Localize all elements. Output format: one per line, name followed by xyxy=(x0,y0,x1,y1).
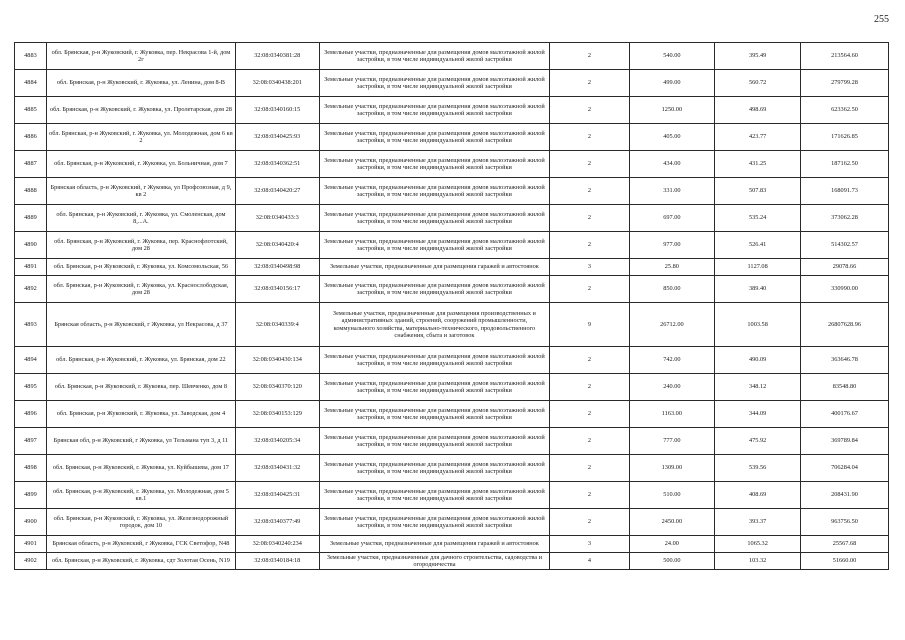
table-row xyxy=(15,536,889,553)
address-cell: обл. Брянская, р-н Жуковский, г. Жуковка, пер. Краснофлотский, дом 28 xyxy=(46,232,235,259)
specific-value-cell: 431.25 xyxy=(715,151,801,178)
specific-value-cell: 498.69 xyxy=(715,97,801,124)
use-group-cell: 2 xyxy=(550,455,629,482)
use-group-cell: 2 xyxy=(550,347,629,374)
cadastral-value-cell: 83548.80 xyxy=(801,374,889,401)
area-cell: 742.00 xyxy=(629,347,715,374)
land-use-cell: Земельные участки, предназначенные для размещения домов малоэтажной жилой застройки, в том числе индивидуальной жилой застройки xyxy=(319,482,550,509)
cadastral-value-cell: 963756.50 xyxy=(801,509,889,536)
address-cell: обл. Брянская, р-н Жуковский, г. Жуковка, ул. Заводская, дом 4 xyxy=(46,401,235,428)
cadastral-number-cell: 32:08:0340377:49 xyxy=(235,509,319,536)
cadastral-number-cell: 32:08:0340184:18 xyxy=(235,553,319,570)
cadastral-number-cell: 32:08:0340420:4 xyxy=(235,232,319,259)
row-number-cell: 4897 xyxy=(15,428,47,455)
land-use-cell: Земельные участки, предназначенные для размещения домов малоэтажной жилой застройки, в том числе индивидуальной жилой застройки xyxy=(319,124,550,151)
use-group-cell: 2 xyxy=(550,124,629,151)
land-use-cell: Земельные участки, предназначенные для размещения гаражей и автостоянок xyxy=(319,536,550,553)
table-row xyxy=(15,553,889,570)
area-cell: 510.00 xyxy=(629,482,715,509)
row-number-cell: 4896 xyxy=(15,401,47,428)
land-use-cell: Земельные участки, предназначенные для размещения домов малоэтажной жилой застройки, в том числе индивидуальной жилой застройки xyxy=(319,232,550,259)
address-cell: обл. Брянская, р-н Жуковский, г. Жуковка, ул. Молодежная, дом 6 кв 2 xyxy=(46,124,235,151)
use-group-cell: 3 xyxy=(550,259,629,276)
use-group-cell: 2 xyxy=(550,401,629,428)
table-row xyxy=(15,401,889,428)
cadastral-value-cell: 373062.28 xyxy=(801,205,889,232)
area-cell: 977.00 xyxy=(629,232,715,259)
address-cell: обл. Брянская, р-н Жуковский, г. Жуковка, ул. Пролетарская, дом 28 xyxy=(46,97,235,124)
cadastral-value-cell: 25567.68 xyxy=(801,536,889,553)
use-group-cell: 2 xyxy=(550,428,629,455)
specific-value-cell: 560.72 xyxy=(715,70,801,97)
row-number-cell: 4900 xyxy=(15,509,47,536)
land-use-cell: Земельные участки, предназначенные для размещения домов малоэтажной жилой застройки, в том числе индивидуальной жилой застройки xyxy=(319,178,550,205)
area-cell: 777.00 xyxy=(629,428,715,455)
area-cell: 540.00 xyxy=(629,43,715,70)
land-use-cell: Земельные участки, предназначенные для размещения домов малоэтажной жилой застройки, в том числе индивидуальной жилой застройки xyxy=(319,205,550,232)
land-use-cell: Земельные участки, предназначенные для размещения домов малоэтажной жилой застройки, в том числе индивидуальной жилой застройки xyxy=(319,276,550,303)
table-row xyxy=(15,97,889,124)
address-cell: обл. Брянская, р-н Жуковский, г. Жуковка, ул. Комсомольская, 56 xyxy=(46,259,235,276)
land-use-cell: Земельные участки, предназначенные для размещения домов малоэтажной жилой застройки, в том числе индивидуальной жилой застройки xyxy=(319,509,550,536)
land-use-cell: Земельные участки, предназначенные для размещения гаражей и автостоянок xyxy=(319,259,550,276)
row-number-cell: 4899 xyxy=(15,482,47,509)
use-group-cell: 4 xyxy=(550,553,629,570)
cadastral-number-cell: 32:08:0340160:15 xyxy=(235,97,319,124)
use-group-cell: 2 xyxy=(550,482,629,509)
row-number-cell: 4895 xyxy=(15,374,47,401)
specific-value-cell: 423.77 xyxy=(715,124,801,151)
cadastral-number-cell: 32:08:0340498:98 xyxy=(235,259,319,276)
cadastral-number-cell: 32:08:0340433:3 xyxy=(235,205,319,232)
area-cell: 25.80 xyxy=(629,259,715,276)
specific-value-cell: 507.83 xyxy=(715,178,801,205)
row-number-cell: 4902 xyxy=(15,553,47,570)
cadastral-value-cell: 26807628.96 xyxy=(801,303,889,347)
row-number-cell: 4893 xyxy=(15,303,47,347)
address-cell: Брянская область, р-н Жуковский, г Жуковка, ул Некрасова, д 37 xyxy=(46,303,235,347)
cadastral-value-cell: 187162.50 xyxy=(801,151,889,178)
land-use-cell: Земельные участки, предназначенные для размещения производственных и административных зданий, строений, сооружений промышленности, коммунального хозяйства, материально-технического, продовольственного снабжения, сбыта и заготовок xyxy=(319,303,550,347)
area-cell: 499.00 xyxy=(629,70,715,97)
specific-value-cell: 393.37 xyxy=(715,509,801,536)
address-cell: обл. Брянская, р-н Жуковский, г. Жуковка, ул. Куйбышева, дом 17 xyxy=(46,455,235,482)
use-group-cell: 2 xyxy=(550,97,629,124)
specific-value-cell: 1003.58 xyxy=(715,303,801,347)
table-row xyxy=(15,178,889,205)
specific-value-cell: 408.69 xyxy=(715,482,801,509)
specific-value-cell: 344.09 xyxy=(715,401,801,428)
area-cell: 850.00 xyxy=(629,276,715,303)
cadastral-number-cell: 32:08:0340425:93 xyxy=(235,124,319,151)
land-use-cell: Земельные участки, предназначенные для размещения домов малоэтажной жилой застройки, в том числе индивидуальной жилой застройки xyxy=(319,347,550,374)
land-use-cell: Земельные участки, предназначенные для размещения домов малоэтажной жилой застройки, в том числе индивидуальной жилой застройки xyxy=(319,151,550,178)
row-number-cell: 4891 xyxy=(15,259,47,276)
land-use-cell: Земельные участки, предназначенные для размещения домов малоэтажной жилой застройки, в том числе индивидуальной жилой застройки xyxy=(319,374,550,401)
cadastral-value-cell: 171626.85 xyxy=(801,124,889,151)
use-group-cell: 9 xyxy=(550,303,629,347)
cadastral-number-cell: 32:08:0340240:234 xyxy=(235,536,319,553)
table-body xyxy=(15,43,889,570)
specific-value-cell: 348.12 xyxy=(715,374,801,401)
use-group-cell: 3 xyxy=(550,536,629,553)
cadastral-number-cell: 32:08:0340381:28 xyxy=(235,43,319,70)
table-row xyxy=(15,259,889,276)
address-cell: Брянская обл, р-н Жуковский, г Жуковка, ул Тельмана туп 3, д 11 xyxy=(46,428,235,455)
specific-value-cell: 103.32 xyxy=(715,553,801,570)
area-cell: 405.00 xyxy=(629,124,715,151)
table-row xyxy=(15,70,889,97)
table-row xyxy=(15,374,889,401)
address-cell: обл. Брянская, р-н Жуковский, г. Жуковка, пер. Шевченко, дом 8 xyxy=(46,374,235,401)
address-cell: обл. Брянская, р-н Жуковский, г. Жуковка, сдт Золотая Осень, N19 xyxy=(46,553,235,570)
cadastral-number-cell: 32:08:0340339:4 xyxy=(235,303,319,347)
land-use-cell: Земельные участки, предназначенные для размещения домов малоэтажной жилой застройки, в том числе индивидуальной жилой застройки xyxy=(319,455,550,482)
use-group-cell: 2 xyxy=(550,232,629,259)
cadastral-value-cell: 623362.50 xyxy=(801,97,889,124)
row-number-cell: 4886 xyxy=(15,124,47,151)
land-use-cell: Земельные участки, предназначенные для размещения домов малоэтажной жилой застройки, в том числе индивидуальной жилой застройки xyxy=(319,428,550,455)
address-cell: обл. Брянская, р-н Жуковский, г. Жуковка, ул. Железнодорожный городок, дом 10 xyxy=(46,509,235,536)
area-cell: 331.00 xyxy=(629,178,715,205)
use-group-cell: 2 xyxy=(550,43,629,70)
use-group-cell: 2 xyxy=(550,276,629,303)
area-cell: 434.00 xyxy=(629,151,715,178)
cadastral-number-cell: 32:08:0340420:27 xyxy=(235,178,319,205)
cadastral-value-cell: 168091.73 xyxy=(801,178,889,205)
use-group-cell: 2 xyxy=(550,205,629,232)
row-number-cell: 4885 xyxy=(15,97,47,124)
table-row xyxy=(15,205,889,232)
specific-value-cell: 1127.08 xyxy=(715,259,801,276)
table-row xyxy=(15,303,889,347)
row-number-cell: 4883 xyxy=(15,43,47,70)
address-cell: обл. Брянская, р-н Жуковский, г. Жуковка, ул. Больничная, дом 7 xyxy=(46,151,235,178)
cadastral-value-cell: 51660.00 xyxy=(801,553,889,570)
address-cell: обл. Брянская, р-н Жуковский, г. Жуковка, ул. Ленина, дом 8-В xyxy=(46,70,235,97)
land-use-cell: Земельные участки, предназначенные для размещения домов малоэтажной жилой застройки, в том числе индивидуальной жилой застройки xyxy=(319,43,550,70)
cadastral-value-cell: 514302.57 xyxy=(801,232,889,259)
area-cell: 240.00 xyxy=(629,374,715,401)
use-group-cell: 2 xyxy=(550,374,629,401)
row-number-cell: 4884 xyxy=(15,70,47,97)
specific-value-cell: 526.41 xyxy=(715,232,801,259)
address-cell: Брянская область, р-н Жуковский, г Жуковка, ул Профсоюзная, д 9, кв 2 xyxy=(46,178,235,205)
address-cell: обл. Брянская, р-н Жуковский, г. Жуковка, ул. Краснослободская, дом 28 xyxy=(46,276,235,303)
cadastral-number-cell: 32:08:0340156:17 xyxy=(235,276,319,303)
table-row xyxy=(15,232,889,259)
table-row xyxy=(15,347,889,374)
address-cell: обл. Брянская, р-н Жуковский, г. Жуковка, ул. Молодежная, дом 5 кв.1 xyxy=(46,482,235,509)
cadastral-value-cell: 363646.78 xyxy=(801,347,889,374)
cadastral-value-cell: 279799.28 xyxy=(801,70,889,97)
land-use-cell: Земельные участки, предназначенные для размещения домов малоэтажной жилой застройки, в том числе индивидуальной жилой застройки xyxy=(319,401,550,428)
page-number: 255 xyxy=(874,14,889,25)
cadastral-value-cell: 400176.67 xyxy=(801,401,889,428)
specific-value-cell: 1065.32 xyxy=(715,536,801,553)
use-group-cell: 2 xyxy=(550,509,629,536)
cadastral-number-cell: 32:08:0340438:201 xyxy=(235,70,319,97)
cadastral-value-table xyxy=(14,42,889,570)
use-group-cell: 2 xyxy=(550,151,629,178)
address-cell: обл. Брянская, р-н Жуковский, г. Жуковка, ул. Брянская, дом 22 xyxy=(46,347,235,374)
specific-value-cell: 395.49 xyxy=(715,43,801,70)
area-cell: 500.00 xyxy=(629,553,715,570)
specific-value-cell: 389.40 xyxy=(715,276,801,303)
area-cell: 1250.00 xyxy=(629,97,715,124)
row-number-cell: 4889 xyxy=(15,205,47,232)
row-number-cell: 4887 xyxy=(15,151,47,178)
cadastral-number-cell: 32:08:0340153:129 xyxy=(235,401,319,428)
area-cell: 1163.00 xyxy=(629,401,715,428)
specific-value-cell: 475.92 xyxy=(715,428,801,455)
area-cell: 26712.00 xyxy=(629,303,715,347)
cadastral-number-cell: 32:08:0340205:34 xyxy=(235,428,319,455)
use-group-cell: 2 xyxy=(550,178,629,205)
address-cell: Брянская область, р-н Жуковский, г Жуковка, ГСК Светофор, N48 xyxy=(46,536,235,553)
cadastral-value-cell: 369789.84 xyxy=(801,428,889,455)
use-group-cell: 2 xyxy=(550,70,629,97)
cadastral-number-cell: 32:08:0340362:51 xyxy=(235,151,319,178)
cadastral-number-cell: 32:08:0340430:134 xyxy=(235,347,319,374)
cadastral-value-cell: 330990.00 xyxy=(801,276,889,303)
specific-value-cell: 535.24 xyxy=(715,205,801,232)
area-cell: 1309.00 xyxy=(629,455,715,482)
address-cell: обл. Брянская, р-н Жуковский, г. Жуковка, пер. Некрасова 1-й, дом 2г xyxy=(46,43,235,70)
land-use-cell: Земельные участки, предназначенные для размещения домов малоэтажной жилой застройки, в том числе индивидуальной жилой застройки xyxy=(319,70,550,97)
table-row xyxy=(15,276,889,303)
cadastral-number-cell: 32:08:0340425:31 xyxy=(235,482,319,509)
address-cell: обл. Брянская, р-н Жуковский, г. Жуковка, ул. Смоленская, дом 8,...А. xyxy=(46,205,235,232)
table-row xyxy=(15,124,889,151)
table-row xyxy=(15,428,889,455)
specific-value-cell: 539.56 xyxy=(715,455,801,482)
land-use-cell: Земельные участки, предназначенные для размещения домов малоэтажной жилой застройки, в том числе индивидуальной жилой застройки xyxy=(319,97,550,124)
cadastral-value-cell: 29078.66 xyxy=(801,259,889,276)
cadastral-number-cell: 32:08:0340431:32 xyxy=(235,455,319,482)
table-row xyxy=(15,482,889,509)
table-row xyxy=(15,43,889,70)
table-row xyxy=(15,455,889,482)
table-row xyxy=(15,151,889,178)
row-number-cell: 4898 xyxy=(15,455,47,482)
row-number-cell: 4890 xyxy=(15,232,47,259)
row-number-cell: 4901 xyxy=(15,536,47,553)
row-number-cell: 4894 xyxy=(15,347,47,374)
cadastral-value-cell: 706284.04 xyxy=(801,455,889,482)
area-cell: 697.00 xyxy=(629,205,715,232)
table-row xyxy=(15,509,889,536)
area-cell: 2450.00 xyxy=(629,509,715,536)
land-use-cell: Земельные участки, предназначенные для дачного строительства, садоводства и огородничества xyxy=(319,553,550,570)
cadastral-number-cell: 32:08:0340370:120 xyxy=(235,374,319,401)
row-number-cell: 4888 xyxy=(15,178,47,205)
area-cell: 24.00 xyxy=(629,536,715,553)
cadastral-value-cell: 213564.60 xyxy=(801,43,889,70)
specific-value-cell: 490.09 xyxy=(715,347,801,374)
row-number-cell: 4892 xyxy=(15,276,47,303)
cadastral-value-cell: 208431.90 xyxy=(801,482,889,509)
